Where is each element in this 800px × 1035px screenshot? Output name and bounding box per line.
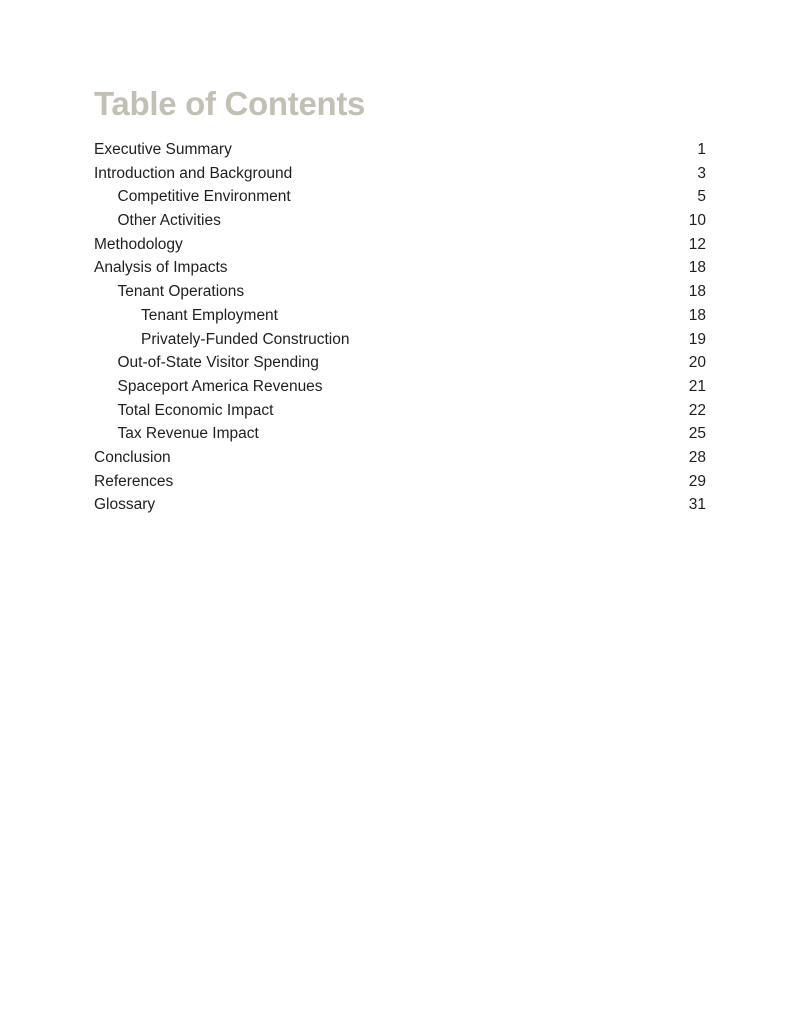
toc-entry-page: 29 <box>688 472 706 490</box>
toc-entry-privately-funded-construction[interactable] <box>94 328 706 352</box>
toc-list <box>94 138 706 517</box>
toc-entry-label: References <box>94 472 174 490</box>
toc-entry-label: Competitive Environment <box>117 188 291 206</box>
toc-entry-label: Spaceport America Revenues <box>117 377 323 395</box>
toc-entry-conclusion[interactable] <box>94 446 706 470</box>
toc-entry-label: Out-of-State Visitor Spending <box>117 354 319 372</box>
toc-entry-label: Glossary <box>94 496 156 514</box>
toc-entry-label: Tenant Operations <box>117 283 245 301</box>
toc-entry-label: Methodology <box>94 235 183 253</box>
toc-entry-introduction-and-background[interactable] <box>94 162 706 186</box>
toc-entry-label: Conclusion <box>94 448 171 466</box>
toc-entry-page: 10 <box>688 212 706 230</box>
toc-entry-label: Other Activities <box>117 212 221 230</box>
toc-entry-label: Executive Summary <box>94 141 232 158</box>
toc-entry-label: Tenant Employment <box>141 306 278 324</box>
toc-entry-out-of-state-visitor-spending[interactable] <box>94 351 706 375</box>
toc-entry-label: Analysis of Impacts <box>94 259 228 277</box>
toc-entry-label: Total Economic Impact <box>117 401 274 419</box>
toc-entry-page: 20 <box>688 354 706 372</box>
toc-entry-analysis-of-impacts[interactable] <box>94 256 706 280</box>
toc-entry-page: 1 <box>697 141 706 158</box>
toc-entry-page: 5 <box>697 188 706 206</box>
toc-entry-executive-summary[interactable] <box>94 138 706 162</box>
toc-entry-page: 31 <box>688 496 706 514</box>
toc-entry-competitive-environment[interactable] <box>94 185 706 209</box>
toc-entry-page: 18 <box>688 306 706 324</box>
toc-entry-page: 28 <box>688 448 706 466</box>
toc-entry-other-activities[interactable] <box>94 209 706 233</box>
toc-entry-references[interactable] <box>94 470 706 494</box>
toc-page <box>94 84 706 517</box>
toc-entry-glossary[interactable] <box>94 493 706 517</box>
page-title: Table of Contents <box>94 85 366 122</box>
toc-entry-label: Tax Revenue Impact <box>117 425 259 443</box>
toc-entry-label: Privately-Funded Construction <box>141 330 350 348</box>
toc-entry-methodology[interactable] <box>94 233 706 257</box>
toc-entry-page: 22 <box>688 401 706 419</box>
toc-entry-page: 3 <box>697 164 706 182</box>
toc-entry-page: 21 <box>688 377 706 395</box>
toc-entry-page: 12 <box>688 235 706 253</box>
toc-entry-spaceport-america-revenues[interactable] <box>94 375 706 399</box>
toc-entry-total-economic-impact[interactable] <box>94 399 706 423</box>
toc-entry-page: 18 <box>688 259 706 277</box>
toc-entry-tenant-employment[interactable] <box>94 304 706 328</box>
toc-entry-page: 18 <box>688 283 706 301</box>
toc-entry-label: Introduction and Background <box>94 164 293 182</box>
toc-entry-tenant-operations[interactable] <box>94 280 706 304</box>
toc-entry-page: 25 <box>688 425 706 443</box>
toc-entry-tax-revenue-impact[interactable] <box>94 422 706 446</box>
toc-entry-page: 19 <box>688 330 706 348</box>
